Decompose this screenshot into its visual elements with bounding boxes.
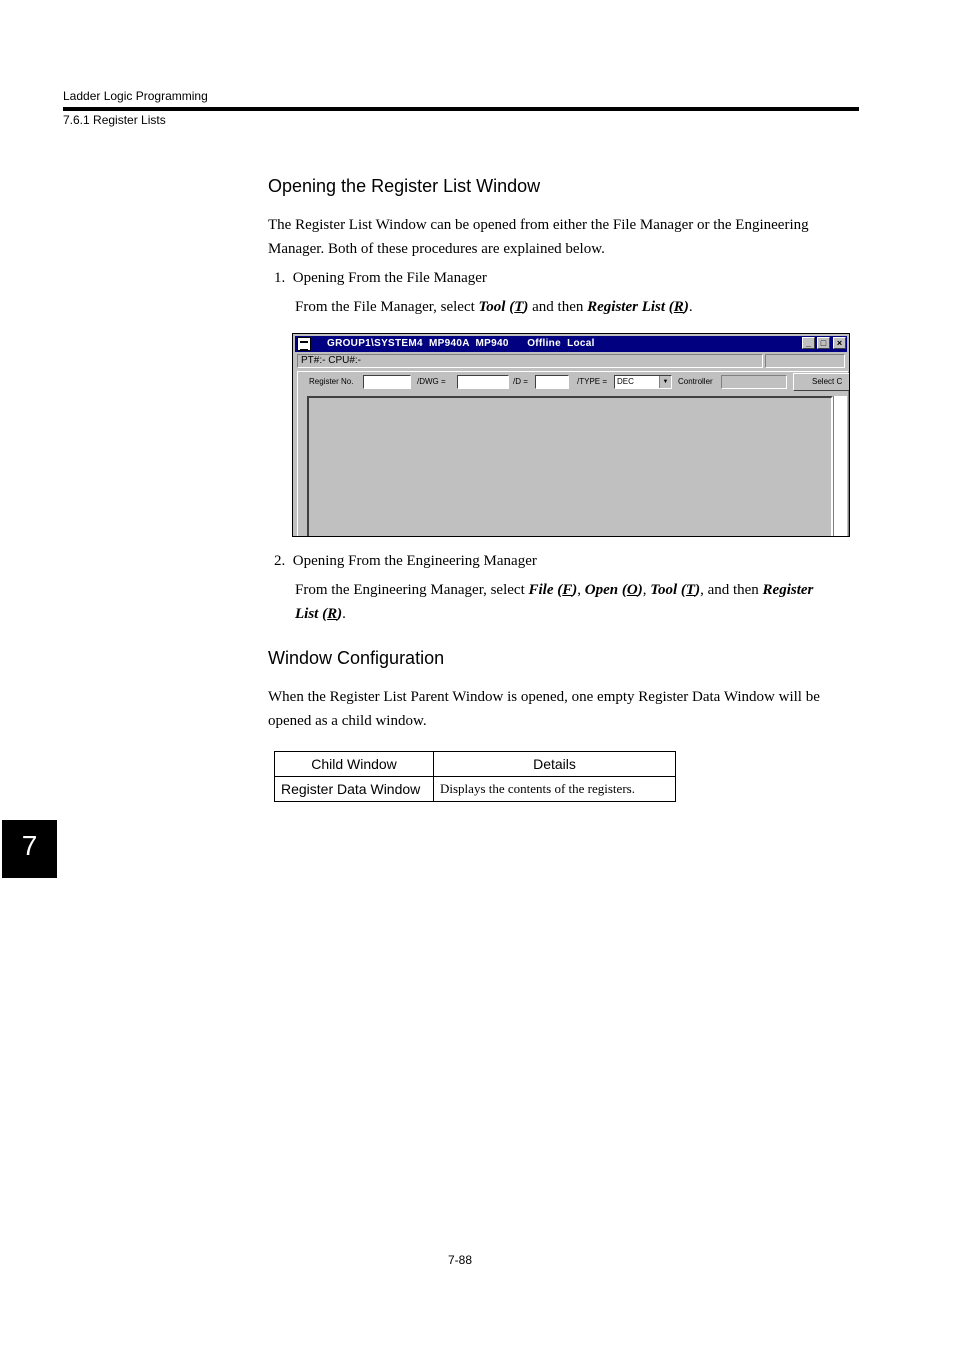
minimize-button[interactable]: _	[802, 337, 815, 349]
config-paragraph	[268, 685, 868, 733]
running-header-title: Ladder Logic Programming	[63, 89, 208, 103]
dwg-input[interactable]	[457, 375, 509, 389]
type-select-value: DEC	[617, 377, 634, 386]
child-window-table	[274, 751, 676, 802]
controller-label: Controller	[678, 377, 713, 386]
table-header-details: Details	[434, 752, 676, 777]
menu-register-list: Register List (R)	[587, 299, 689, 315]
header-rule	[63, 107, 859, 111]
intro-line-1: The Register List Window can be opened from either the File Manager or the Engineering	[268, 217, 809, 233]
config-line-2: opened as a child window.	[268, 713, 427, 729]
dropdown-arrow-icon[interactable]: ▼	[659, 376, 671, 388]
vertical-scrollbar[interactable]	[833, 396, 847, 537]
config-line-1: When the Register List Parent Window is opened, one empty Register Data Window will be	[268, 689, 820, 705]
type-label: /TYPE =	[577, 377, 608, 386]
menu-tool-2: Tool (T)	[650, 582, 701, 598]
table-row	[275, 777, 676, 802]
register-no-input[interactable]	[363, 375, 411, 389]
step-1-prefix: From the File Manager, select	[295, 299, 479, 315]
menu-open: Open (O)	[584, 582, 643, 598]
register-no-label: Register No.	[309, 377, 354, 386]
running-header-section: 7.6.1 Register Lists	[63, 113, 166, 127]
menu-register-word: Register	[762, 582, 814, 598]
app-icon	[297, 337, 311, 351]
chapter-tab: 7	[2, 820, 57, 878]
step-1-label: 1. Opening From the File Manager	[274, 270, 487, 286]
close-button[interactable]: ×	[833, 337, 846, 349]
window-title-bar[interactable]	[295, 336, 847, 352]
type-select[interactable]	[614, 375, 672, 389]
menu-tool: Tool (T)	[478, 299, 529, 315]
page-number: 7-88	[448, 1253, 473, 1267]
intro-paragraph	[268, 213, 868, 261]
register-data-child-window	[307, 396, 833, 537]
register-list-window-screenshot	[292, 333, 850, 537]
table-header-child-window: Child Window	[275, 752, 434, 777]
controller-field	[721, 375, 787, 389]
step-2-line-2: List (R).	[295, 606, 346, 622]
menu-file: File (F)	[528, 582, 578, 598]
intro-line-2: Manager. Both of these procedures are explained below.	[268, 241, 605, 257]
step-2-line-1: From the Engineering Manager, select File (F), Open (O), Tool (T), and then Register	[295, 582, 814, 598]
d-input[interactable]	[535, 375, 569, 389]
step-2-instruction	[295, 578, 865, 626]
table-cell-child-window: Register Data Window	[275, 777, 434, 802]
status-bar-secondary	[765, 354, 845, 368]
step-1-instruction: From the File Manager, select Tool (T) and then Register List (R).	[295, 299, 693, 315]
section-heading-window-config: Window Configuration	[268, 648, 445, 668]
menu-register-list-2: List (R)	[295, 606, 343, 622]
step-2-label: 2. Opening From the Engineering Manager	[274, 553, 537, 569]
dwg-label: /DWG =	[417, 377, 446, 386]
maximize-button[interactable]: □	[817, 337, 830, 349]
cpu-status-bar: PT#:- CPU#:-	[297, 354, 763, 368]
table-header-row	[275, 752, 676, 777]
section-heading-opening: Opening the Register List Window	[268, 176, 541, 196]
table-cell-details: Displays the contents of the registers.	[434, 777, 676, 802]
d-label: /D =	[513, 377, 528, 386]
select-controller-button[interactable]: Select C	[793, 373, 850, 391]
window-title: GROUP1\SYSTEM4 MP940A MP940 Offline Local	[327, 338, 595, 349]
